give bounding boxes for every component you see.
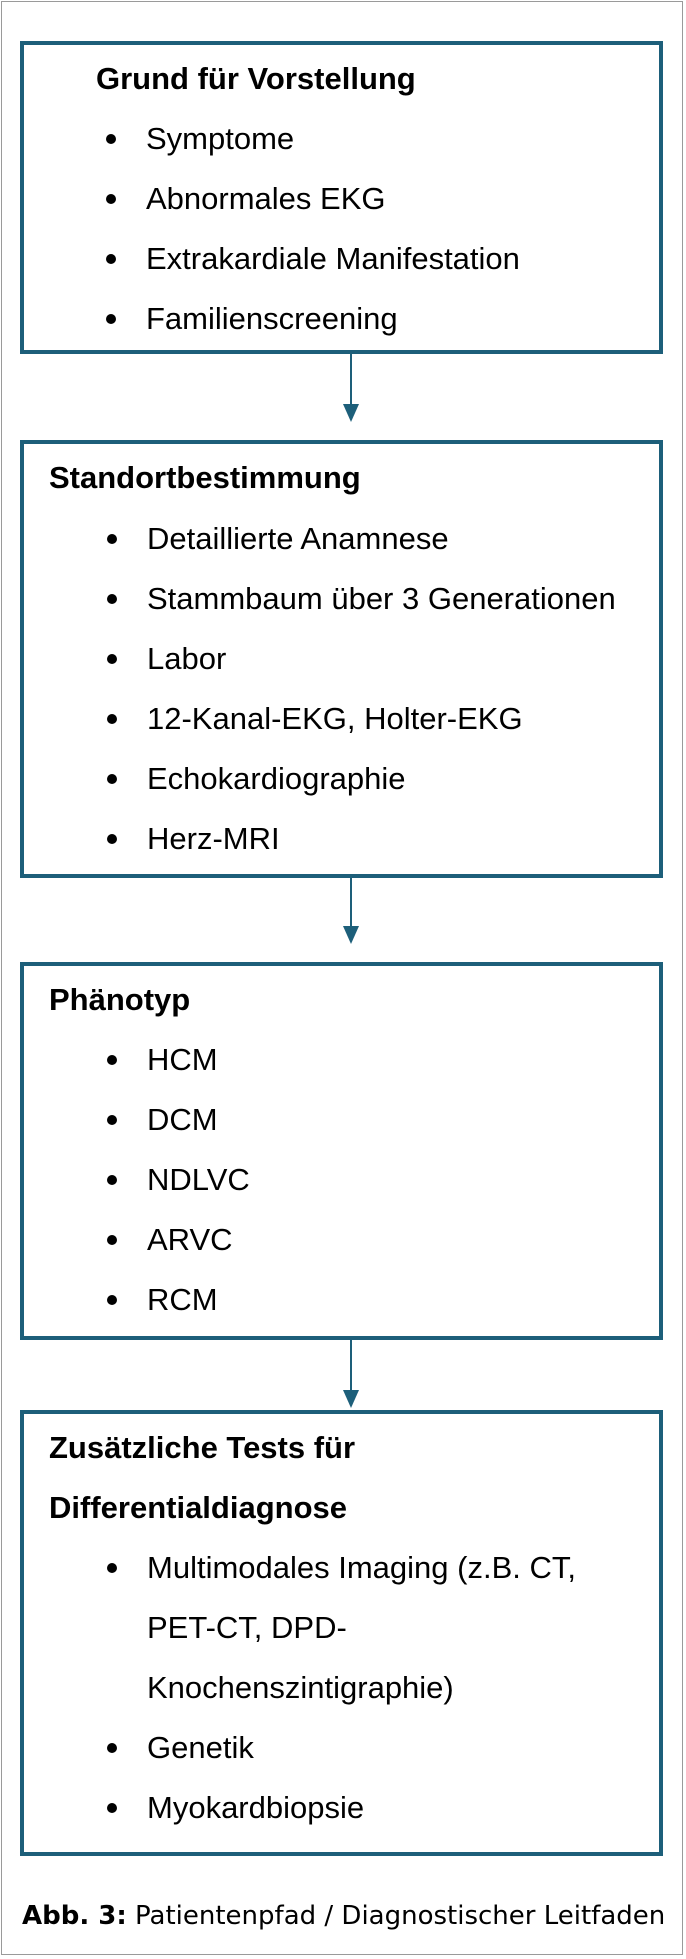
bullet-icon [107,714,117,724]
box-phenotype [20,962,663,1340]
list-item: HCM [147,1030,250,1090]
bullet-icon [106,254,116,264]
arrow-connector [350,1340,352,1392]
arrowhead-icon [343,926,359,944]
box-additional-tests [20,1410,663,1856]
list-item: Familienscreening [146,289,520,349]
box-title: Grund für Vorstellung [96,61,416,96]
box-reason-for-presentation [20,41,663,354]
arrowhead-icon [343,404,359,422]
list-item: RCM [147,1270,250,1330]
bullet-icon [106,194,116,204]
bullet-list [147,1538,617,1838]
list-item: 12-Kanal-EKG, Holter-EKG [147,689,616,749]
list-item: Multimodales Imaging (z.B. CT, PET-CT, DPD-Knochenszintigraphie) [147,1538,617,1718]
figure-caption [22,1898,665,1934]
bullet-icon [107,1295,117,1305]
list-item: Symptome [146,109,520,169]
bullet-icon [106,134,116,144]
bullet-icon [107,774,117,784]
list-item: Echokardiographie [147,749,616,809]
arrowhead-icon [343,1390,359,1408]
box-title: Zusätzliche Tests für Differentialdiagnose [49,1430,356,1525]
list-item: Detaillierte Anamnese [147,509,616,569]
bullet-icon [107,1803,117,1813]
list-item: Myokardbiopsie [147,1778,617,1838]
list-item: Stammbaum über 3 Generationen [147,569,616,629]
bullet-icon [107,1175,117,1185]
bullet-icon [107,1743,117,1753]
box-title: Phänotyp [49,982,191,1017]
list-item: NDLVC [147,1150,250,1210]
bullet-icon [107,1115,117,1125]
list-item: Abnormales EKG [146,169,520,229]
bullet-list [146,109,520,349]
bullet-icon [107,534,117,544]
arrow-connector [350,878,352,928]
bullet-icon [107,834,117,844]
list-item: Labor [147,629,616,689]
caption-label: Abb. 3: [22,1901,127,1931]
bullet-icon [107,1055,117,1065]
bullet-icon [106,314,116,324]
caption-text: Patientenpfad / Diagnostischer Leitfaden [135,1901,666,1931]
arrow-connector [350,354,352,406]
box-title: Standortbestimmung [49,460,361,495]
bullet-icon [107,1235,117,1245]
bullet-list [147,509,616,869]
bullet-icon [107,1563,117,1573]
list-item: Genetik [147,1718,617,1778]
list-item: Herz-MRI [147,809,616,869]
list-item: Extrakardiale Manifestation [146,229,520,289]
bullet-icon [107,594,117,604]
list-item: ARVC [147,1210,250,1270]
list-item: DCM [147,1090,250,1150]
box-assessment [20,440,663,878]
bullet-icon [107,654,117,664]
bullet-list [147,1030,250,1330]
